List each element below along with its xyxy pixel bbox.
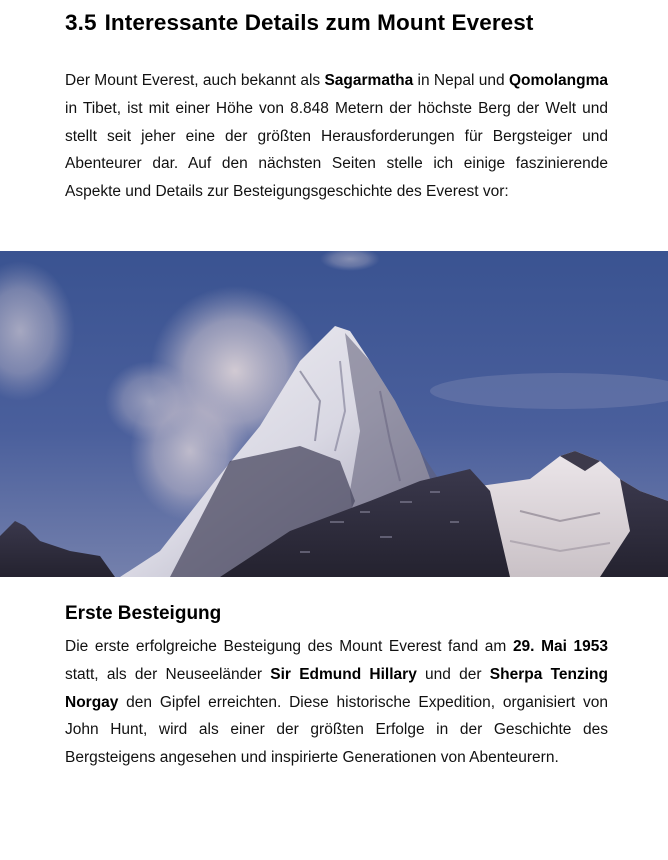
ascent-text-1: Die erste erfolgreiche Besteigung des Mount Everest fand am [65,638,513,655]
intro-text-2: in Nepal und [413,72,509,89]
ascent-text-2: statt, als der Neuseeländer [65,665,271,683]
intro-text-1: Der Mount Everest, auch bekannt als [65,72,325,89]
subsection-title: Erste Besteigung [65,603,222,624]
ascent-text-4: den Gipfel erreichten. Diese historische Expedition, organisiert von John Hunt, wird als einer der größten Erfolge in der Geschichte des Bergsteigens angesehen und inspirierte Generationen von Abenteurern. [65,693,608,767]
name-tenzing-norgay: Sherpa Tenzing Norgay [65,665,608,711]
section-number: 3.5 [65,10,97,35]
section-title [65,10,534,36]
mountain-illustration [0,251,668,577]
ascent-date: 29. Mai 1953 [512,638,608,655]
intro-paragraph [65,67,608,206]
intro-text-3: in Tibet, ist mit einer Höhe von 8.848 Metern der höchste Berg der Welt und stellt seit jeher eine der größten Herausforderungen für Bergsteiger und Abenteurer dar. Auf den nächsten Seiten stelle ich einige faszinierende Aspekte und Details zur Besteigungsgeschichte des Everest vor: [65,99,608,201]
mountain-photo [0,251,668,577]
term-qomolangma: Qomolangma [508,72,608,89]
first-ascent-paragraph [65,633,608,772]
ascent-text-3: und der [416,665,490,683]
name-edmund-hillary: Sir Edmund Hillary [270,665,417,683]
section-title-text: Interessante Details zum Mount Everest [104,10,534,35]
term-sagarmatha: Sagarmatha [324,72,414,89]
